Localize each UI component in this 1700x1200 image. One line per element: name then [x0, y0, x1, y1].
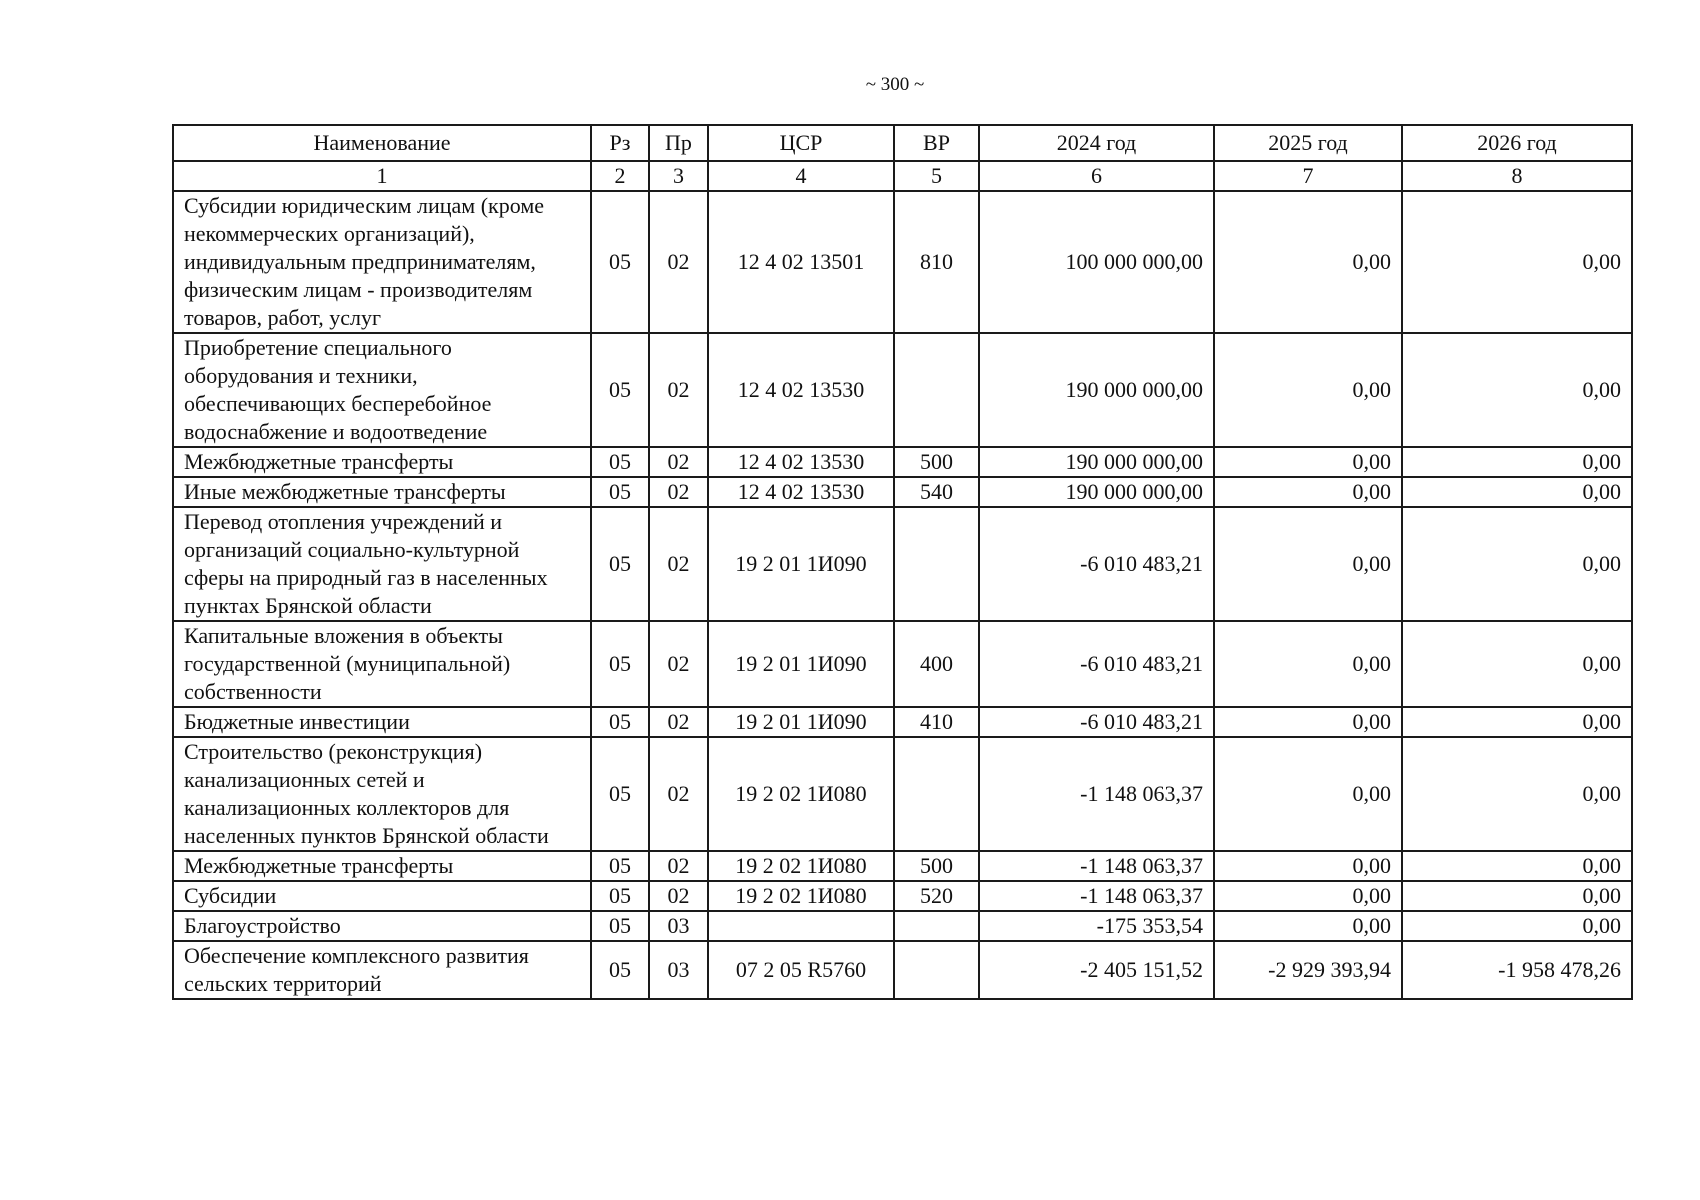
cell-pr: 02	[649, 447, 708, 477]
table-row	[173, 447, 1632, 477]
cell-2025: 0,00	[1214, 333, 1402, 447]
header-name: Наименование	[173, 125, 591, 161]
cell-vr: 400	[894, 621, 979, 707]
column-number-row	[173, 161, 1632, 191]
cell-2025: 0,00	[1214, 851, 1402, 881]
cell-csr: 19 2 02 1И080	[708, 737, 894, 851]
cell-pr: 02	[649, 881, 708, 911]
cell-name: Обеспечение комплексного развития сельских территорий	[173, 941, 591, 999]
cell-pr: 02	[649, 507, 708, 621]
cell-2024: -1 148 063,37	[979, 851, 1214, 881]
table-row	[173, 707, 1632, 737]
cell-2026: 0,00	[1402, 737, 1632, 851]
cell-2026: 0,00	[1402, 447, 1632, 477]
cell-2024: 190 000 000,00	[979, 477, 1214, 507]
cell-name: Капитальные вложения в объекты государственной (муниципальной) собственности	[173, 621, 591, 707]
cell-pr: 02	[649, 851, 708, 881]
cell-rz: 05	[591, 621, 649, 707]
cell-name: Перевод отопления учреждений и организаций социально-культурной сферы на природный газ в населенных пунктах Брянской области	[173, 507, 591, 621]
cell-2025: 0,00	[1214, 911, 1402, 941]
cell-2026: 0,00	[1402, 621, 1632, 707]
cell-name: Приобретение специального оборудования и техники, обеспечивающих бесперебойное водоснабжение и водоотведение	[173, 333, 591, 447]
table-row	[173, 941, 1632, 999]
cell-name: Межбюджетные трансферты	[173, 851, 591, 881]
cell-name: Межбюджетные трансферты	[173, 447, 591, 477]
cell-rz: 05	[591, 941, 649, 999]
cell-name: Субсидии юридическим лицам (кроме некоммерческих организаций), индивидуальным предпринимателям, физическим лицам - производителям товаров, работ, услуг	[173, 191, 591, 333]
cell-vr	[894, 911, 979, 941]
cell-vr	[894, 941, 979, 999]
cell-csr: 12 4 02 13530	[708, 333, 894, 447]
table-row	[173, 911, 1632, 941]
cell-2026: 0,00	[1402, 477, 1632, 507]
cell-csr: 19 2 02 1И080	[708, 881, 894, 911]
cell-csr: 19 2 01 1И090	[708, 507, 894, 621]
table-row	[173, 191, 1632, 333]
table-row	[173, 333, 1632, 447]
cell-vr	[894, 507, 979, 621]
cell-rz: 05	[591, 447, 649, 477]
table-row	[173, 507, 1632, 621]
cell-rz: 05	[591, 737, 649, 851]
cell-csr: 07 2 05 R5760	[708, 941, 894, 999]
cell-2024: -6 010 483,21	[979, 621, 1214, 707]
cell-csr: 19 2 01 1И090	[708, 707, 894, 737]
cell-name: Субсидии	[173, 881, 591, 911]
cell-2026: 0,00	[1402, 507, 1632, 621]
cell-vr: 540	[894, 477, 979, 507]
column-number: 7	[1214, 161, 1402, 191]
cell-name: Строительство (реконструкция) канализационных сетей и канализационных коллекторов для населенных пунктов Брянской области	[173, 737, 591, 851]
budget-table	[172, 124, 1633, 1000]
cell-2025: -2 929 393,94	[1214, 941, 1402, 999]
column-number: 8	[1402, 161, 1632, 191]
header-rz: Рз	[591, 125, 649, 161]
cell-pr: 02	[649, 191, 708, 333]
cell-2024: -6 010 483,21	[979, 507, 1214, 621]
cell-2024: 190 000 000,00	[979, 333, 1214, 447]
cell-2025: 0,00	[1214, 191, 1402, 333]
cell-vr: 500	[894, 447, 979, 477]
cell-rz: 05	[591, 191, 649, 333]
header-row	[173, 125, 1632, 161]
cell-2025: 0,00	[1214, 707, 1402, 737]
table-row	[173, 737, 1632, 851]
cell-pr: 02	[649, 707, 708, 737]
column-number: 3	[649, 161, 708, 191]
cell-2024: -6 010 483,21	[979, 707, 1214, 737]
cell-csr: 12 4 02 13530	[708, 447, 894, 477]
cell-rz: 05	[591, 911, 649, 941]
cell-2025: 0,00	[1214, 447, 1402, 477]
cell-pr: 03	[649, 911, 708, 941]
cell-2025: 0,00	[1214, 737, 1402, 851]
cell-pr: 02	[649, 477, 708, 507]
cell-2025: 0,00	[1214, 507, 1402, 621]
cell-2024: -1 148 063,37	[979, 737, 1214, 851]
cell-rz: 05	[591, 707, 649, 737]
cell-name: Благоустройство	[173, 911, 591, 941]
cell-2026: 0,00	[1402, 911, 1632, 941]
cell-csr: 19 2 01 1И090	[708, 621, 894, 707]
cell-2025: 0,00	[1214, 477, 1402, 507]
cell-rz: 05	[591, 851, 649, 881]
cell-rz: 05	[591, 333, 649, 447]
cell-2024: -2 405 151,52	[979, 941, 1214, 999]
cell-2024: -175 353,54	[979, 911, 1214, 941]
header-2026: 2026 год	[1402, 125, 1632, 161]
cell-2026: 0,00	[1402, 881, 1632, 911]
cell-2025: 0,00	[1214, 881, 1402, 911]
cell-vr: 810	[894, 191, 979, 333]
header-2024: 2024 год	[979, 125, 1214, 161]
cell-vr	[894, 737, 979, 851]
cell-2026: 0,00	[1402, 191, 1632, 333]
table-row	[173, 621, 1632, 707]
header-pr: Пр	[649, 125, 708, 161]
cell-2026: -1 958 478,26	[1402, 941, 1632, 999]
table-row	[173, 851, 1632, 881]
cell-vr: 520	[894, 881, 979, 911]
cell-2024: 100 000 000,00	[979, 191, 1214, 333]
header-2025: 2025 год	[1214, 125, 1402, 161]
cell-pr: 02	[649, 737, 708, 851]
cell-2025: 0,00	[1214, 621, 1402, 707]
cell-rz: 05	[591, 881, 649, 911]
header-vr: ВР	[894, 125, 979, 161]
cell-2026: 0,00	[1402, 707, 1632, 737]
cell-vr: 500	[894, 851, 979, 881]
page-number: ~ 300 ~	[865, 74, 925, 95]
column-number: 1	[173, 161, 591, 191]
cell-csr	[708, 911, 894, 941]
cell-pr: 02	[649, 621, 708, 707]
table-row	[173, 881, 1632, 911]
cell-pr: 02	[649, 333, 708, 447]
table-body	[173, 191, 1632, 999]
column-number: 2	[591, 161, 649, 191]
column-number: 5	[894, 161, 979, 191]
table-row	[173, 477, 1632, 507]
column-number: 4	[708, 161, 894, 191]
cell-rz: 05	[591, 507, 649, 621]
cell-2024: -1 148 063,37	[979, 881, 1214, 911]
cell-csr: 19 2 02 1И080	[708, 851, 894, 881]
cell-name: Бюджетные инвестиции	[173, 707, 591, 737]
cell-2026: 0,00	[1402, 851, 1632, 881]
cell-pr: 03	[649, 941, 708, 999]
cell-name: Иные межбюджетные трансферты	[173, 477, 591, 507]
column-number: 6	[979, 161, 1214, 191]
cell-vr	[894, 333, 979, 447]
cell-csr: 12 4 02 13501	[708, 191, 894, 333]
cell-2026: 0,00	[1402, 333, 1632, 447]
cell-csr: 12 4 02 13530	[708, 477, 894, 507]
cell-2024: 190 000 000,00	[979, 447, 1214, 477]
cell-rz: 05	[591, 477, 649, 507]
header-csr: ЦСР	[708, 125, 894, 161]
cell-vr: 410	[894, 707, 979, 737]
